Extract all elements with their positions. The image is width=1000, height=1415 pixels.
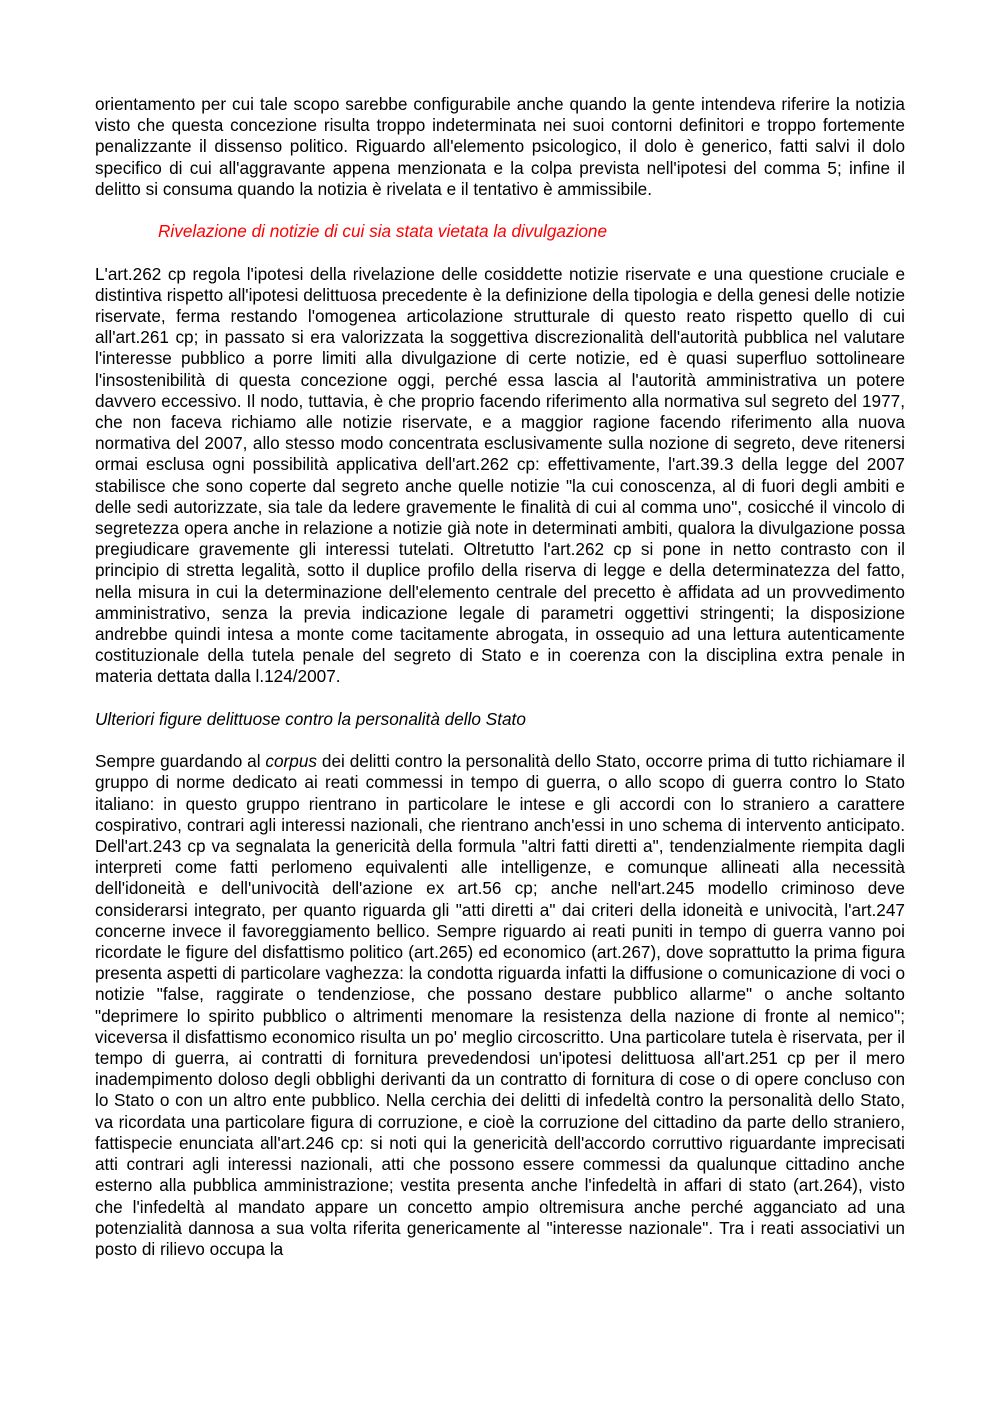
paragraph-text-rest: dei delitti contro la personalità dello Stato, occorre prima di tutto richiamare il gruppo di norme dedicato ai reati commessi in tempo di guerra, o allo scopo di guerra contro lo Stato italiano: in questo gruppo rientrano in particolare le intese e gli accordi con lo straniero a carattere cospirativo, contrari agli interessi nazionali, che rientrano anch'essi in uno schema di intervento anticipato. Dell'art.243 cp va segnalata la genericità della formula "altri fatti diretti a", tendenzialmente riempita dagli interpreti come fatti perlomeno equivalenti alle intelligenze, e comunque allineati alla necessità dell'idoneità e dell'univocità dell'azione ex art.56 cp; anche nell'art.245 modello criminoso deve considerarsi integrato, per quanto riguarda gli "atti diretti a" dai criteri della idoneità e univocità, l'art.247 concerne invece il favoreggiamento bellico. Sempre riguardo ai reati puniti in tempo di guerra vanno poi ricordate le figure del disfattismo politico (art.265) ed economico (art.267), dove soprattutto la prima figura presenta aspetti di particolare vaghezza: la condotta riguarda infatti la diffusione o comunicazione di voci o notizie "false, raggirate o tendenziose, che possano destare pubblico allarme" o anche soltanto "deprimere lo spirito pubblico o altrimenti menomare la resistenza della nazione di fronte al nemico"; viceversa il disfattismo economico risulta un po' meglio circoscritto. Una particolare tutela è riservata, per il tempo di guerra, ai contratti di fornitura prevedendosi un'ipotesi delittuosa all'art.251 cp per il mero inadempimento doloso degli obblighi derivanti da un contratto di fornitura di cose o di opere concluso con lo Stato o con un altro ente pubblico. Nella cerchia dei delitti di infedeltà contro la personalità dello Stato, va ricordata una particolare figura di corruzione, e cioè la corruzione del cittadino da parte dello straniero, fattispecie enunciata all'art.246 cp: si noti qui la genericità dell'accordo corruttivo riguardante imprecisati atti contrari agli interessi nazionali, atti che possono essere commessi da qualunque cittadino anche esterno alla pubblica amministrazione; vestita presenta anche l'infedeltà in affari di stato (art.264), visto che l'infedeltà al mandato appare un concetto ampio oltremisura anche perché agganciato ad una potenzialità dannosa a sua volta riferita genericamente al "interesse nazionale". Tra i reati associativi un posto di rilievo occupa la [95, 751, 905, 1259]
section-heading-ulteriori-figure: Ulteriori figure delittuose contro la personalità dello Stato [95, 708, 526, 729]
section-heading-rivelazione: Rivelazione di notizie di cui sia stata vietata la divulgazione [158, 221, 608, 242]
paragraph-text-start: Sempre guardando al [95, 751, 266, 772]
section-paragraph-ulteriori-figure [95, 751, 905, 1260]
section-paragraph-rivelazione: L'art.262 cp regola l'ipotesi della rivelazione delle cosiddette notizie riservate e una questione cruciale e distintiva rispetto all'ipotesi delittuosa precedente è la definizione della tipologia e della genesi delle notizie riservate, ferma restando l'omogenea articolazione strutturale di questo reato rispetto quello di cui all'art.261 cp; in passato si era valorizzata la soggettiva discrezionalità dell'autorità pubblica nel valutare l'interesse pubblico a porre limiti alla divulgazione di certe notizie, ed è quasi superfluo sottolineare l'insostenibilità di questa concezione oggi, perché essa lascia al l'autorità amministrativa un potere davvero eccessivo. Il nodo, tuttavia, è che proprio facendo riferimento alla normativa sul segreto del 1977, che non faceva richiamo alle notizie riservate, e a maggior ragione facendo riferimento alla nuova normativa del 2007, allo stesso modo concentrata esclusivamente sulla nozione di segreto, deve ritenersi ormai esclusa ogni possibilità applicativa dell'art.262 cp: effettivamente, l'art.39.3 della legge del 2007 stabilisce che sono coperte dal segreto anche quelle notizie "la cui conoscenza, al di fuori degli ambiti e delle sedi autorizzate, sia tale da ledere gravemente le finalità di cui al comma uno", cosicché il vincolo di segretezza opera anche in relazione a notizie già note in determinati ambiti, qualora la divulgazione possa pregiudicare gravemente gli interessi tutelati. Oltretutto l'art.262 cp si pone in netto contrasto con il principio di stretta legalità, sotto il duplice profilo della riserva di legge e della determinatezza del fatto, nella misura in cui la determinazione dell'elemento centrale del precetto è affidata ad un provvedimento amministrativo, senza la previa indicazione legale di parametri oggettivi stringenti; la disposizione andrebbe quindi intesa a monte come tacitamente abrogata, in ossequio ad una lettura autenticamente costituzionale della tutela penale del segreto di Stato e in coerenza con la disciplina extra penale in materia dettata dalla l.124/2007. [95, 263, 905, 687]
paragraph-italic-term: corpus [265, 751, 317, 772]
document-page [95, 94, 905, 1260]
intro-paragraph: orientamento per cui tale scopo sarebbe configurabile anche quando la gente intendeva riferire la notizia visto che questa concezione risulta troppo indeterminata nei suoi contorni definitori e troppo fortemente penalizzante il dissenso politico. Riguardo all'elemento psicologico, il dolo è generico, fatti salvi il dolo specifico di cui all'aggravante appena menzionata e la colpa prevista nell'ipotesi del comma 5; infine il delitto si consuma quando la notizia è rivelata e il tentativo è ammissibile. [95, 94, 905, 199]
